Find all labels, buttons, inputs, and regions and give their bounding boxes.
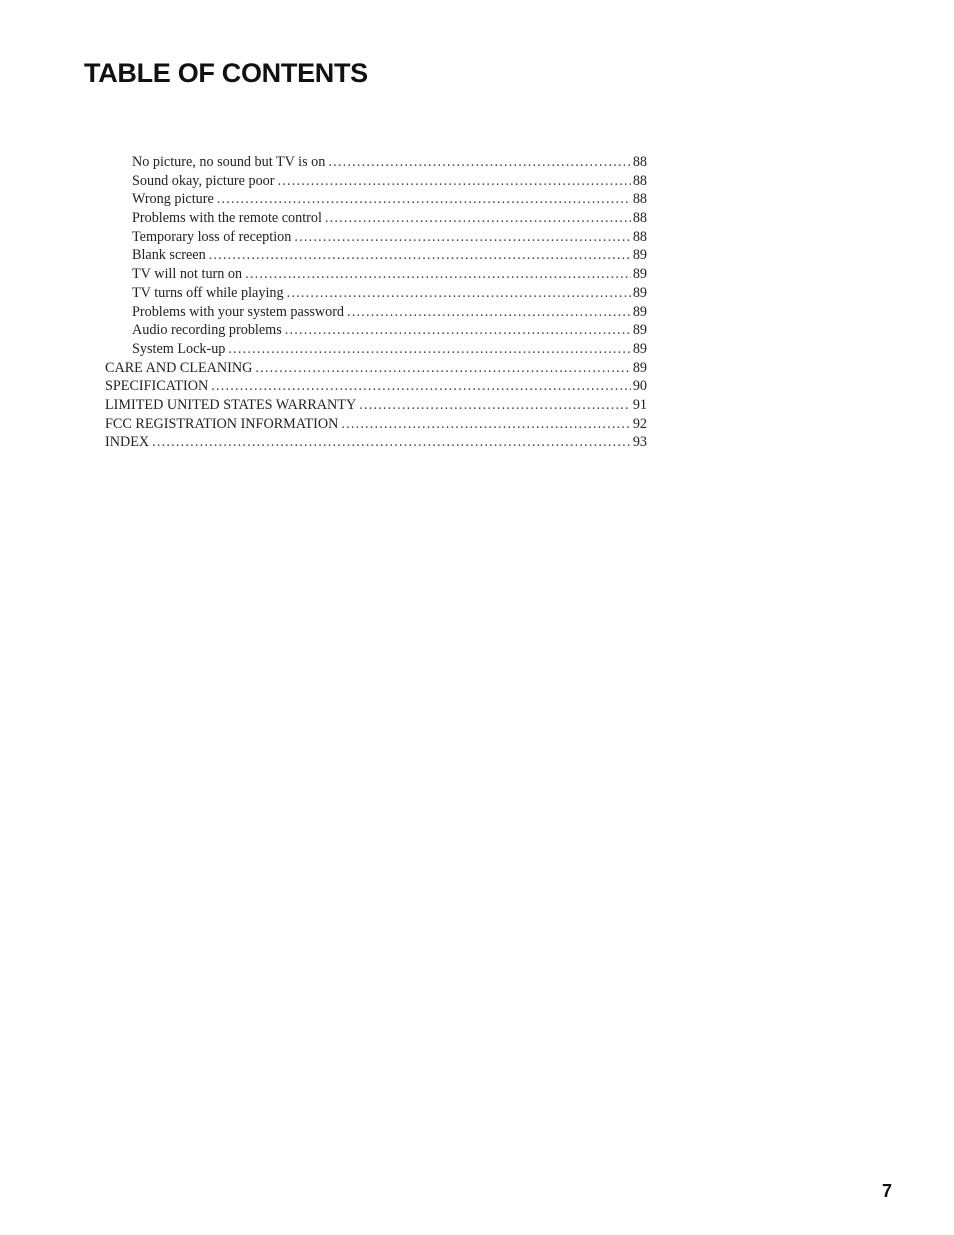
- dot-leader: [152, 433, 631, 452]
- toc-entry[interactable]: [105, 284, 647, 303]
- toc-entry-page: 88: [632, 172, 647, 189]
- dot-leader: [278, 172, 631, 191]
- dot-leader: [359, 396, 631, 415]
- toc-entry-label: Sound okay, picture poor: [132, 172, 275, 189]
- dot-leader: [209, 246, 631, 265]
- toc-entry-label: No picture, no sound but TV is on: [132, 154, 326, 170]
- toc-entry-page: 88: [632, 191, 647, 208]
- toc-entry-page: 89: [632, 322, 647, 339]
- toc-entry-page: 89: [632, 359, 647, 376]
- toc-entry[interactable]: [105, 172, 647, 191]
- toc-entry[interactable]: [105, 153, 647, 172]
- toc-entry-page: 90: [632, 378, 647, 395]
- toc-entry[interactable]: [105, 377, 647, 396]
- dot-leader: [325, 209, 631, 228]
- toc-entry[interactable]: [105, 190, 647, 209]
- toc-entry-page: 89: [632, 340, 647, 357]
- toc-entry[interactable]: [105, 433, 647, 452]
- toc-entry-label: CARE AND CLEANING: [105, 359, 253, 376]
- page-number: 7: [881, 1181, 892, 1201]
- toc-entry[interactable]: [105, 340, 647, 359]
- dot-leader: [287, 284, 631, 303]
- toc-entry-page: 89: [632, 266, 647, 283]
- dot-leader: [341, 415, 630, 434]
- toc-entry-label: INDEX: [105, 434, 150, 451]
- toc-entry-label: Blank screen: [132, 247, 206, 264]
- toc-entry-label: SPECIFICATION: [105, 378, 209, 395]
- toc-entry-page: 89: [632, 284, 647, 301]
- toc-entry-page: 92: [632, 415, 647, 432]
- dot-leader: [285, 321, 631, 340]
- toc-entry[interactable]: [105, 209, 647, 228]
- toc-entry-page: 88: [632, 154, 647, 170]
- dot-leader: [245, 265, 631, 284]
- toc-entry[interactable]: [105, 228, 647, 247]
- toc-entry[interactable]: [105, 396, 647, 415]
- toc-entry-page: 88: [632, 228, 647, 245]
- toc-entry-label: LIMITED UNITED STATES WARRANTY: [105, 396, 357, 413]
- toc-entry-label: Audio recording problems: [132, 322, 282, 339]
- toc-entry-page: 88: [632, 210, 647, 227]
- toc-entry-page: 89: [632, 303, 647, 320]
- toc-entry-label: FCC REGISTRATION INFORMATION: [105, 415, 339, 432]
- dot-leader: [217, 190, 631, 209]
- toc-entry[interactable]: [105, 265, 647, 284]
- toc-entry-label: System Lock-up: [132, 340, 226, 357]
- toc-entry[interactable]: [105, 415, 647, 434]
- table-of-contents: [105, 153, 647, 452]
- toc-entry-label: Wrong picture: [132, 191, 214, 208]
- dot-leader: [228, 340, 630, 359]
- toc-entry-label: Problems with your system password: [132, 303, 345, 320]
- toc-entry-page: 93: [632, 434, 647, 451]
- toc-entry[interactable]: [105, 303, 647, 322]
- toc-entry[interactable]: [105, 246, 647, 265]
- dot-leader: [347, 303, 631, 322]
- toc-entry-page: 89: [632, 247, 647, 264]
- dot-leader: [255, 359, 630, 378]
- toc-entry-label: Problems with the remote control: [132, 210, 322, 227]
- toc-entry-page: 91: [632, 396, 647, 413]
- dot-leader: [328, 153, 630, 172]
- dot-leader: [294, 228, 630, 247]
- toc-entry-label: Temporary loss of reception: [132, 228, 292, 245]
- page-title: TABLE OF CONTENTS: [84, 58, 368, 88]
- toc-entry-label: TV will not turn on: [132, 266, 243, 283]
- toc-entry[interactable]: [105, 321, 647, 340]
- toc-entry-label: TV turns off while playing: [132, 284, 284, 301]
- dot-leader: [211, 377, 631, 396]
- toc-entry[interactable]: [105, 359, 647, 378]
